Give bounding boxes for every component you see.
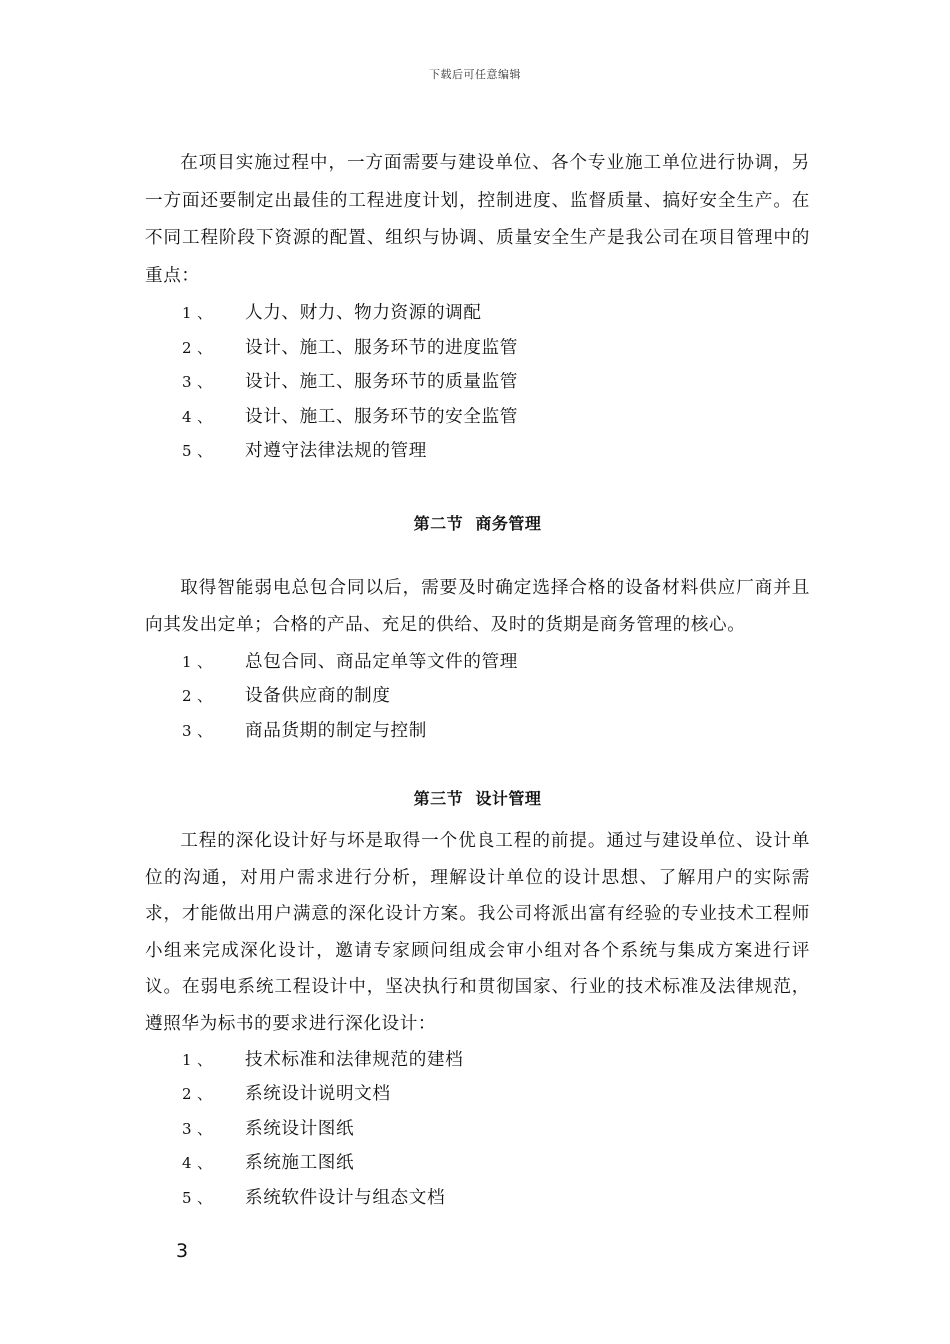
list-item-separator: 、 — [197, 721, 213, 740]
list-item-text: 设计、施工、服务环节的质量监管 — [245, 372, 518, 392]
list-item-text: 人力、财力、物力资源的调配 — [245, 303, 482, 323]
list-item-text: 系统设计图纸 — [245, 1118, 355, 1139]
list-item-separator: 、 — [197, 338, 213, 357]
section1-list — [145, 296, 810, 469]
section3-paragraph: 工程的深化设计好与坏是取得一个优良工程的前提。通过与建设单位、设计单位的沟通，对用户需求进行分析，理解设计单位的设计思想、了解用户的实际需求，才能做出用户满意的深化设计方案。我公司将派出富有经验的专业技术工程师小组来完成深化设计，邀请专家顾问组成会审小组对各个系统与集成方案进行评议。在弱电系统工程设计中，坚决执行和贯彻国家、行业的技术标准及法律规范，遵照华为标书的要求进行深化设计： — [145, 831, 810, 1034]
list-item — [145, 400, 810, 435]
list-item-separator: 、 — [197, 1119, 213, 1138]
list-item-number: 4 — [182, 407, 192, 426]
list-item-separator: 、 — [197, 442, 213, 460]
list-item — [145, 296, 810, 331]
list-item-number: 2 — [182, 687, 192, 705]
list-item — [145, 645, 810, 680]
list-item-number: 1 — [182, 652, 192, 671]
list-item-separator: 、 — [197, 304, 213, 322]
list-item-number: 3 — [182, 1119, 192, 1138]
list-item — [145, 1146, 810, 1181]
list-item — [145, 331, 810, 366]
list-item-number: 1 — [182, 1050, 192, 1069]
list-item-text: 设备供应商的制度 — [245, 686, 391, 706]
section3-list — [145, 1043, 810, 1216]
page-number: 3 — [176, 1240, 189, 1262]
list-item-text: 对遵守法律法规的管理 — [245, 441, 427, 461]
list-item — [145, 1112, 810, 1147]
list-item-separator: 、 — [197, 1085, 213, 1104]
list-item — [145, 714, 810, 749]
section3-title: 第三节 设计管理 — [413, 789, 542, 808]
list-item-text: 设计、施工、服务环节的安全监管 — [245, 406, 518, 427]
section1-paragraph: 在项目实施过程中，一方面需要与建设单位、各个专业施工单位进行协调，另一方面还要制定出最佳的工程进度计划，控制进度、监督质量、搞好安全生产。在不同工程阶段下资源的配置、组织与协调、质量安全生产是我公司在项目管理中的重点： — [145, 153, 810, 286]
list-item-separator: 、 — [197, 1188, 213, 1207]
list-item-separator: 、 — [197, 652, 213, 671]
list-item-text: 商品货期的制定与控制 — [245, 720, 427, 741]
header-note: 下载后可任意编辑 — [429, 68, 521, 81]
section2-list — [145, 645, 810, 749]
list-item — [145, 365, 810, 400]
section2-title: 第二节 商务管理 — [413, 513, 542, 533]
list-item-number: 3 — [182, 721, 192, 740]
list-item-number: 2 — [182, 1085, 192, 1104]
list-item-number: 5 — [182, 442, 192, 460]
list-item-separator: 、 — [197, 1050, 213, 1069]
list-item-number: 1 — [182, 304, 192, 322]
list-item-number: 4 — [182, 1154, 192, 1173]
list-item — [145, 679, 810, 714]
list-item-number: 2 — [182, 338, 192, 357]
list-item — [145, 1043, 810, 1078]
list-item-separator: 、 — [197, 407, 213, 426]
list-item — [145, 1077, 810, 1112]
list-item-text: 系统设计说明文档 — [245, 1084, 391, 1105]
list-item-number: 5 — [182, 1188, 192, 1207]
list-item-text: 系统施工图纸 — [245, 1153, 355, 1174]
section2-paragraph: 取得智能弱电总包合同以后，需要及时确定选择合格的设备材料供应厂商并且向其发出定单；合格的产品、充足的供给、及时的货期是商务管理的核心。 — [145, 577, 810, 635]
list-item-number: 3 — [182, 373, 192, 391]
list-item-separator: 、 — [197, 687, 213, 705]
list-item-text: 设计、施工、服务环节的进度监管 — [245, 337, 518, 358]
list-item-separator: 、 — [197, 373, 213, 391]
document-body — [145, 145, 810, 1215]
list-item — [145, 1181, 810, 1216]
list-item-text: 系统软件设计与组态文档 — [245, 1187, 446, 1208]
list-item-text: 技术标准和法律规范的建档 — [245, 1049, 464, 1070]
list-item-text: 总包合同、商品定单等文件的管理 — [245, 651, 518, 672]
list-item-separator: 、 — [197, 1154, 213, 1173]
list-item — [145, 434, 810, 469]
